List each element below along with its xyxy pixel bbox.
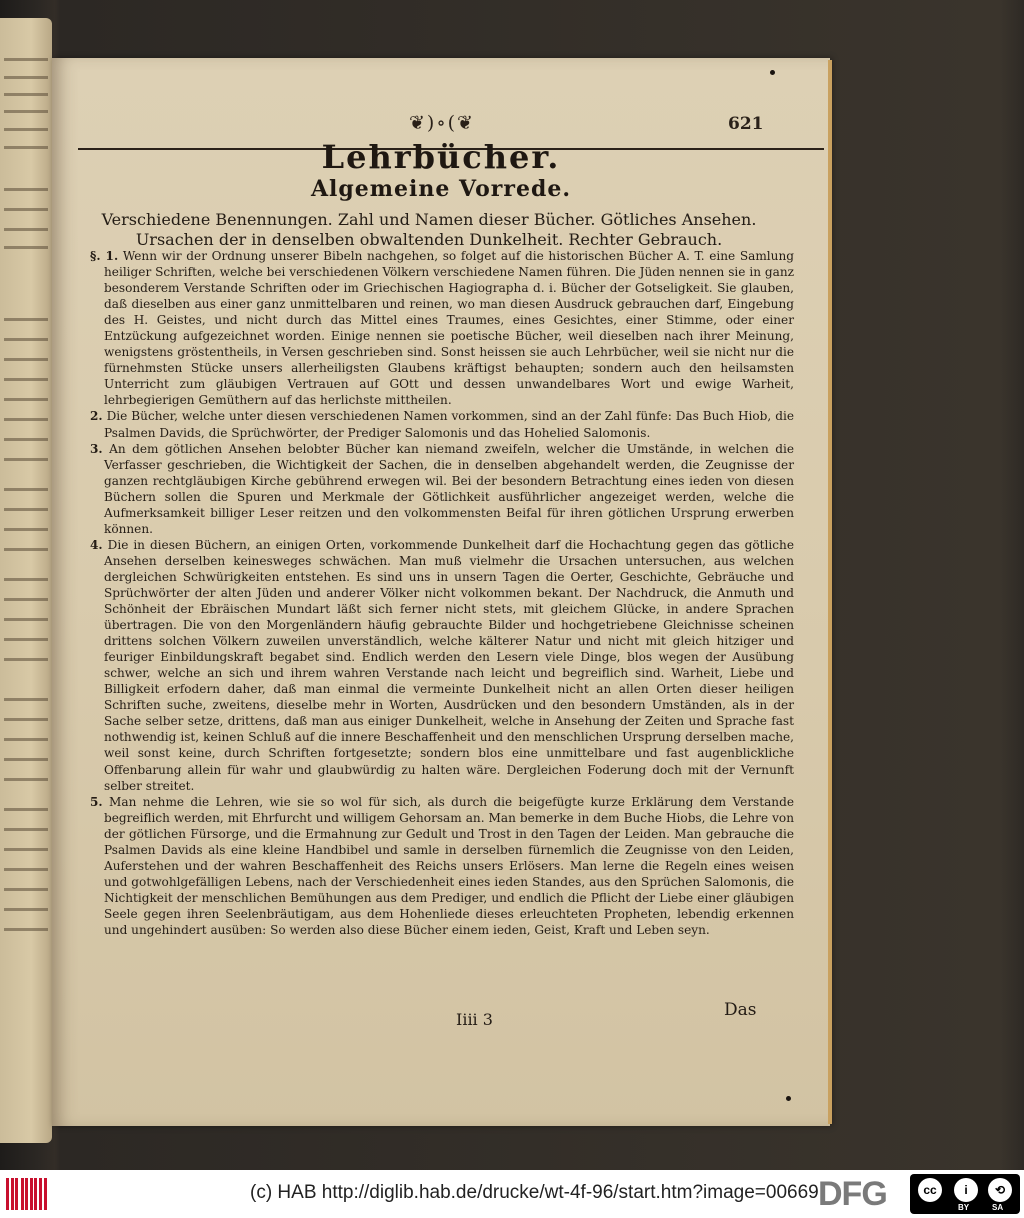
paragraph-3: [90, 441, 794, 537]
paragraph-text: Die Bücher, welche unter diesen verschiedenen Namen vorkommen, sind an der Zahl fünfe: Das Buch Hiob, die Psalmen Davids, die Sprüchwörter, der Prediger Salomonis und das Hohelied Salomonis.: [104, 409, 794, 440]
adjacent-text-line: [4, 458, 48, 461]
paragraph-2: [90, 408, 794, 440]
by-label: BY: [958, 1203, 970, 1212]
adjacent-text-line: [4, 508, 48, 511]
catchword: Das: [724, 1000, 757, 1020]
adjacent-text-line: [4, 808, 48, 811]
viewer-footer: [0, 1170, 1024, 1218]
book-page: [52, 58, 830, 1126]
adjacent-text-line: [4, 548, 48, 551]
barcode-stripe: [34, 1178, 37, 1210]
adjacent-page-edge: [0, 18, 52, 1143]
adjacent-text-line: [4, 828, 48, 831]
chapter-summary: Verschiedene Benennungen. Zahl und Namen dieser Bücher. Götliches Ansehen. Ursachen der in denselben obwaltenden Dunkelheit. Rechter Gebrauch.: [101, 210, 757, 249]
adjacent-text-line: [4, 146, 48, 149]
paragraph-1: [90, 248, 794, 408]
adjacent-text-line: [4, 338, 48, 341]
barcode-stripe: [39, 1178, 42, 1210]
dust-speck: [786, 1096, 791, 1101]
paragraph-text: An dem götlichen Ansehen belobter Bücher kan niemand zweifeln, welcher die Umstände, in welchen die Verfasser geschrieben, die Wichtigkeit der Sachen, die in denselben abgehandelt werden, die Zeugnisse der ganzen rechtgläubigen Kirche gebührend erwegen wil. Bei der besondern Betrachtung eines ieden von diesen Büchern sollen die Spuren und Merkmale der Götlichkeit ausführlicher angezeiget werden, welche die Aufmerksamkeit billiger Leser reitzen und den volkommensten Beifal für ihren götlichen Ursprung erwerben können.: [104, 441, 794, 536]
barcode-stripe: [11, 1178, 14, 1210]
preface-title: Algemeine Vorrede.: [310, 176, 572, 202]
paragraph-text: Wenn wir der Ordnung unserer Bibeln nachgehen, so folget auf die historischen Bücher A. T. eine Samlung heiliger Schriften, welche bei verschiedenen Völkern verschiedene Namen führen. Die Jüden nennen sie in ganz besonderem Verstande Schriften oder im Griechischen Hagiographa d. i. Bücher der Gotseligkeit. Sie glauben, daß dieselben aus einer ganz unmittelbaren und reinen, wo man diesen Ausdruck gebrauchen darf, Eingebung des H. Geistes, und nicht durch das Mittel eines Traumes, eines Gesichtes, einer Stimme, oder einer Entzückung aufgezeichnet worden. Einige nennen sie poetische Bücher, weil dieselben nach ihrer Meinung, wenigstens gröstentheils, in Versen geschrieben sind. Sonst heissen sie auch Lehrbücher, weil sie nicht nur die fürnehmsten Stücke unsers allerheiligsten Glaubens kräftigst behaupten; sondern auch den heilsamsten Unterricht zum gläubigen Vertrauen auf GOtt und dessen unwandelbares Wort und ewige Warheit, lehrbegierigen Gemüthern auf das herlichste mittheilen.: [104, 249, 794, 408]
adjacent-text-line: [4, 778, 48, 781]
barcode-icon: [6, 1178, 50, 1210]
cc-license-badge[interactable]: [910, 1174, 1020, 1214]
barcode-stripe: [44, 1178, 47, 1210]
paragraph-number: 4.: [90, 537, 103, 552]
chapter-title: Lehrbücher.: [321, 138, 561, 176]
adjacent-text-line: [4, 578, 48, 581]
adjacent-text-line: [4, 658, 48, 661]
body-text: [90, 248, 794, 938]
adjacent-text-line: [4, 928, 48, 931]
adjacent-text-line: [4, 598, 48, 601]
adjacent-text-line: [4, 618, 48, 621]
adjacent-text-line: [4, 246, 48, 249]
adjacent-text-line: [4, 93, 48, 96]
attribution-icon: i: [954, 1178, 978, 1202]
dust-speck: [770, 70, 775, 75]
adjacent-text-line: [4, 738, 48, 741]
paragraph-number: §. 1.: [90, 249, 119, 263]
adjacent-text-line: [4, 378, 48, 381]
barcode-stripe: [15, 1178, 18, 1210]
adjacent-text-line: [4, 358, 48, 361]
adjacent-text-line: [4, 188, 48, 191]
adjacent-text-line: [4, 318, 48, 321]
adjacent-text-line: [4, 698, 48, 701]
page-number: 621: [728, 114, 764, 134]
adjacent-text-line: [4, 638, 48, 641]
adjacent-text-line: [4, 76, 48, 79]
barcode-stripe: [25, 1178, 28, 1210]
adjacent-text-line: [4, 228, 48, 231]
adjacent-text-line: [4, 418, 48, 421]
header-ornament: ❦)∘(❦: [409, 112, 475, 134]
adjacent-text-line: [4, 868, 48, 871]
barcode-stripe: [21, 1178, 24, 1210]
paragraph-number: 3.: [90, 441, 103, 456]
cc-icon: cc: [918, 1178, 942, 1202]
barcode-stripe: [6, 1178, 9, 1210]
adjacent-text-line: [4, 488, 48, 491]
paragraph-4: [90, 537, 794, 794]
paragraph-text: Man nehme die Lehren, wie sie so wol für sich, als durch die beigefügte kurze Erklärung dem Verstande begreiflich werden, mit Ehrfurcht und willigem Gehorsam an. Man bemerke in dem Buche Hiobs, die Lehre von der götlichen Fürsorge, und die Ermahnung zur Gedult und Trost in den Tagen der Leiden. Man gebrauche die Psalmen Davids als eine kleine Handbibel und samle in derselben fürnemlich die Zeugnisse von den Leiden, Auferstehen und der wahren Beschaffenheit des Reichs unsers Erlösers. Man lerne die Regeln eines weisen und gotwohlgefälligen Lebens, nach der Verschiedenheit eines ieden Standes, aus den Sprüchen Salomonis, die Nichtigkeit der menschlichen Bemühungen aus dem Prediger, und endlich die Pflicht der Liebe einer gläubigen Seele gegen ihren Seelenbräutigam, aus dem Hohenliede dieses erleuchteten Propheten, lebendig erkennen und ungehindert ausüben: So werden also diese Bücher einem ieden, Geist, Kraft und Leben seyn.: [104, 794, 794, 937]
adjacent-text-line: [4, 848, 48, 851]
credit-link[interactable]: (c) HAB http://diglib.hab.de/drucke/wt-4f-96/start.htm?image=00669: [250, 1182, 819, 1203]
adjacent-text-line: [4, 208, 48, 211]
adjacent-text-line: [4, 528, 48, 531]
page-edge: [828, 60, 832, 1124]
adjacent-text-line: [4, 128, 48, 131]
paragraph-5: [90, 794, 794, 938]
sa-label: SA: [992, 1203, 1004, 1212]
adjacent-text-line: [4, 908, 48, 911]
barcode-stripe: [30, 1178, 33, 1210]
adjacent-text-line: [4, 758, 48, 761]
adjacent-text-line: [4, 888, 48, 891]
paragraph-number: 5.: [90, 794, 103, 809]
adjacent-text-line: [4, 718, 48, 721]
adjacent-text-line: [4, 398, 48, 401]
adjacent-text-line: [4, 438, 48, 441]
share-alike-icon: ⟲: [988, 1178, 1012, 1202]
paragraph-number: 2.: [90, 409, 103, 424]
adjacent-text-line: [4, 58, 48, 61]
signature-mark: Iiii 3: [456, 1010, 493, 1029]
dfg-logo: DFG: [818, 1175, 887, 1213]
adjacent-text-line: [4, 110, 48, 113]
paragraph-text: Die in diesen Büchern, an einigen Orten, vorkommende Dunkelheit darf die Hochachtung gegen das götliche Ansehen derselben keinesweges schwächen. Man muß vielmehr die Ursachen untersuchen, aus welchen dergleichen Schwürigkeiten entstehen. Es sind uns in unsern Tagen die Oerter, Geschichte, Gebräuche und Sprüchwörter der alten Jüden und anderer Völker nicht volkommen bekant. Der Nachdruck, die Anmuth und Schönheit der Ebräischen Mundart läßt sich ferner nicht stets, mit gleichem Glücke, in andere Sprachen übertragen. Die von den Morgenländern häufig gebrauchte Bilder und hochgetriebene Gleichnisse scheinen drittens solchen Völkern zuweilen unverständlich, welche kälterer Natur und nicht mit gleich hitziger und feuriger Einbildungskraft begabet sind. Endlich werden den Lesern viele Dinge, blos wegen der Ausübung schwer, welche an sich und ihrem wahren Verstande nach leicht und begreiflich sind. Warheit, Liebe und Billigkeit erfodern daher, daß man einmal die vermeinte Dunkelheit nicht an allen Orten dieser heiligen Schriften suche, zweitens, dieselbe mehr in Worten, Ausdrücken und den besondern Umständen, als in der Sache selber setze, drittens, daß man aus einiger Dunkelheit, welche in Ansehung der Zeiten und Sprache fast nothwendig ist, keinen Schluß auf die innere Beschaffenheit und den menschlichen Ursprung derselben mache, weil sonst keine, durch Schriften fortgesetzte; sondern blos eine unmittelbare und fast augenblickliche Offenbarung allein für wahr und glaubwürdig zu halten wäre. Dergleichen Foderung doch mit der Vernunft selber streitet.: [104, 537, 794, 793]
